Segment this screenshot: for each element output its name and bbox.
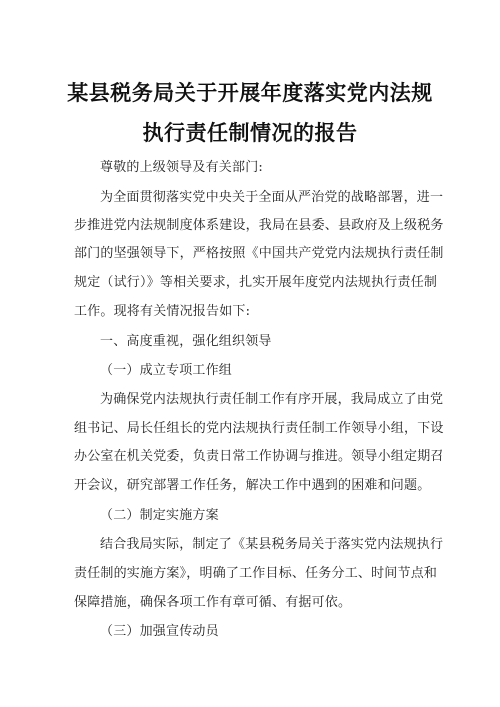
paragraph-line: 办公室在机关党委，负责日常工作协调与推进。领导小组定期召 bbox=[74, 449, 444, 464]
subsection-heading: （三）加强宣传动员 bbox=[100, 624, 219, 639]
document-title-line-2: 执行责任制情况的报告 bbox=[142, 121, 358, 145]
paragraph-line: 责任制的实施方案》，明确了工作目标、任务分工、时间节点和 bbox=[74, 566, 438, 581]
section-heading: 一、高度重视，强化组织领导 bbox=[100, 334, 272, 349]
document-title-line-1: 某县税务局关于开展年度落实党内法规 bbox=[67, 81, 433, 105]
subsection-heading: （二）制定实施方案 bbox=[100, 508, 219, 523]
subsection-heading: （一）成立专项工作组 bbox=[100, 363, 233, 378]
paragraph-line: 为确保党内法规执行责任制工作有序开展，我局成立了由党 bbox=[100, 392, 444, 407]
intro-line: 步推进党内法规制度体系建设，我局在县委、县政府及上级税务 bbox=[74, 218, 444, 233]
paragraph-line: 结合我局实际，制定了《某县税务局关于落实党内法规执行 bbox=[100, 537, 444, 552]
salutation: 尊敬的上级领导及有关部门: bbox=[100, 160, 263, 175]
intro-line: 为全面贯彻落实党中央关于全面从严治党的战略部署，进一 bbox=[100, 190, 444, 205]
paragraph-line: 保障措施，确保各项工作有章可循、有据可依。 bbox=[74, 595, 352, 610]
intro-line: 工作。现将有关情况报告如下: bbox=[74, 304, 251, 319]
paragraph-line: 组书记、局长任组长的党内法规执行责任制工作领导小组，下设 bbox=[74, 421, 444, 436]
intro-line: 部门的坚强领导下，严格按照《中国共产党党内法规执行责任制 bbox=[74, 246, 444, 261]
paragraph-line: 开会议，研究部署工作任务，解决工作中遇到的困难和问题。 bbox=[74, 478, 431, 493]
intro-line: 规定（试行）》等相关要求，扎实开展年度党内法规执行责任制 bbox=[74, 275, 438, 290]
